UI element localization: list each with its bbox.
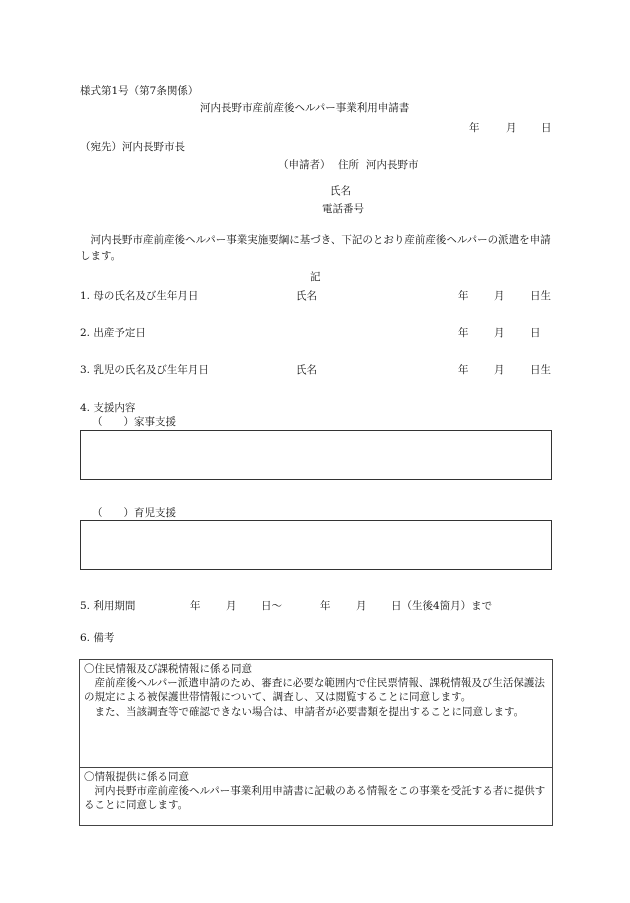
date-month: 月 (506, 122, 517, 134)
housework-option[interactable]: （ ）家事支援 (92, 416, 176, 428)
ki-heading: 記 (310, 271, 321, 283)
childcare-textbox[interactable] (80, 520, 552, 570)
housework-textbox[interactable] (80, 430, 552, 480)
item-infant-year: 年 (458, 364, 469, 376)
item-due-month: 月 (494, 327, 505, 339)
period-end-day: 日（生後4箇月）まで (391, 600, 493, 612)
date-day: 日 (541, 122, 552, 134)
period-end-year: 年 (320, 600, 331, 612)
item-infant-day: 日生 (530, 364, 551, 376)
form-number: 様式第1号（第7条関係） (80, 85, 199, 97)
item-support-label: 4. 支援内容 (80, 402, 136, 414)
item-due-label: 2. 出産予定日 (80, 327, 146, 339)
consent-resident-tax-heading: 〇住民情報及び課税情報に係る同意 (84, 663, 252, 675)
phone-label: 電話番号 (322, 203, 364, 215)
address-label: 住所 (338, 159, 359, 171)
item-period-label: 5. 利用期間 (80, 600, 136, 612)
item-mother-label: 1. 母の氏名及び生年月日 (80, 290, 199, 302)
period-end-month: 月 (356, 600, 367, 612)
item-infant-month: 月 (494, 364, 505, 376)
item-mother-month: 月 (494, 290, 505, 302)
applicant-name-label: 氏名 (330, 185, 351, 197)
item-mother-day: 日生 (530, 290, 551, 302)
item-remarks-label: 6. 備考 (80, 632, 115, 644)
applicant-label: （申請者） (278, 159, 331, 171)
item-mother-name: 氏名 (296, 290, 317, 302)
item-mother-year: 年 (458, 290, 469, 302)
date-year: 年 (469, 122, 480, 134)
consent-info-provision (80, 767, 552, 825)
item-infant-name: 氏名 (296, 364, 317, 376)
item-due-day: 日 (530, 327, 541, 339)
item-infant-label: 3. 乳児の氏名及び生年月日 (80, 364, 209, 376)
form-title: 河内長野市産前産後ヘルパー事業利用申請書 (200, 102, 410, 114)
item-due-year: 年 (458, 327, 469, 339)
period-start-year: 年 (190, 600, 201, 612)
consent-box (79, 659, 553, 826)
period-start-month: 月 (226, 600, 237, 612)
addressee: （宛先）河内長野市長 (80, 141, 185, 153)
consent-resident-tax-text: 産前産後ヘルパー派遣申請のため、審査に必要な範囲内で住民票情報、課税情報及び生活保護法の規定による被保護世帯情報について、調査し、又は閲覧することに同意します。 (84, 677, 545, 704)
period-start-day: 日～ (261, 600, 282, 612)
consent-resident-tax (80, 660, 552, 767)
address-value: 河内長野市 (366, 159, 419, 171)
childcare-option[interactable]: （ ）育児支援 (92, 507, 176, 519)
intro-text: 河内長野市産前産後ヘルパー事業実施要綱に基づき、下記のとおり産前産後ヘルパーの派遣を申請します。 (80, 234, 551, 262)
consent-resident-tax-text-2: また、当該調査等で確認できない場合は、申請者が必要書類を提出することに同意します。 (94, 705, 525, 718)
consent-info-provision-text: 河内長野市産前産後ヘルパー事業利用申請書に記載のある情報をこの事業を受託する者に提供することに同意します。 (84, 785, 546, 812)
consent-info-provision-heading: 〇情報提供に係る同意 (84, 771, 189, 783)
